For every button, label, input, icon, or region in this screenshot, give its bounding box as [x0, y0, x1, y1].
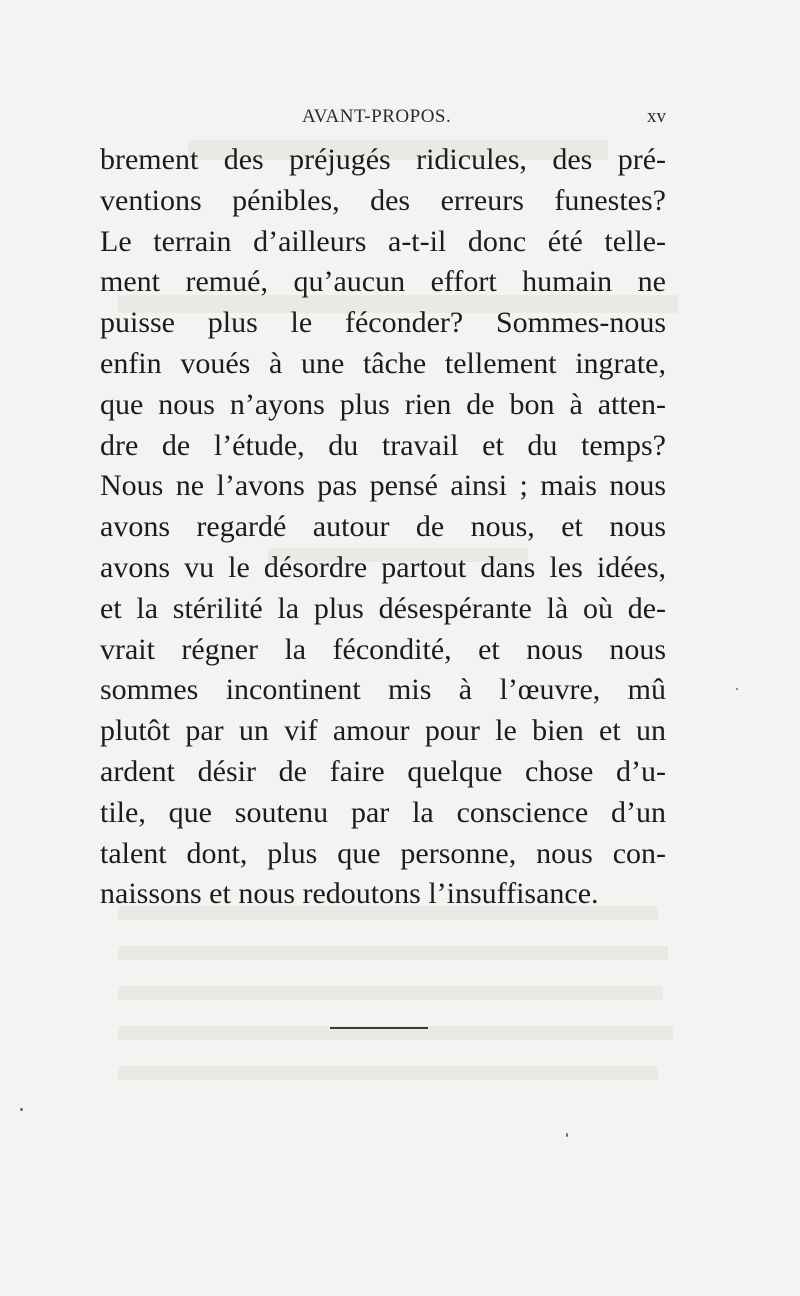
text-line: dre de l’étude, du travail et du temps?: [100, 428, 666, 462]
text-line: brement des préjugés ridicules, des pré-: [100, 143, 666, 176]
text-line: naissons et nous redoutons l’insuffisance.: [100, 877, 599, 911]
text-line: ardent désir de faire quelque chose d’u-: [100, 754, 666, 788]
text-line: plutôt par un vif amour pour le bien et un: [100, 714, 666, 748]
text-line: enfin voués à une tâche tellement ingrate,: [100, 346, 666, 380]
text-line: que nous n’ayons plus rien de bon à atten-: [100, 387, 666, 421]
text-line: Le terrain d’ailleurs a-t-il donc été telle-: [100, 224, 666, 258]
body-text: [100, 140, 666, 915]
text-line: et la stérilité la plus désespérante là où de-: [100, 591, 666, 625]
page-header: [100, 106, 666, 136]
paper-speck: [20, 1108, 23, 1111]
bleed-through-block: [118, 900, 678, 1120]
page-number: xv: [647, 106, 666, 127]
text-line: talent dont, plus que personne, nous con-: [100, 836, 666, 870]
text-line: Nous ne l’avons pas pensé ainsi ; mais nous: [100, 469, 666, 503]
text-line: avons vu le désordre partout dans les idées,: [100, 550, 666, 584]
paper-speck: [566, 1133, 568, 1137]
text-line: ment remué, qu’aucun effort humain ne: [100, 265, 666, 299]
text-line: puisse plus le féconder? Sommes-nous: [100, 306, 666, 340]
text-line: ventions pénibles, des erreurs funestes?: [100, 183, 666, 217]
text-line: tile, que soutenu par la conscience d’un: [100, 795, 666, 829]
text-line: avons regardé autour de nous, et nous: [100, 510, 666, 544]
paper-speck: [736, 688, 738, 690]
running-title: AVANT-PROPOS.: [302, 106, 452, 127]
text-line: vrait régner la fécondité, et nous nous: [100, 632, 666, 666]
section-divider: [330, 1027, 428, 1029]
text-line: sommes incontinent mis à l’œuvre, mû: [100, 673, 666, 707]
